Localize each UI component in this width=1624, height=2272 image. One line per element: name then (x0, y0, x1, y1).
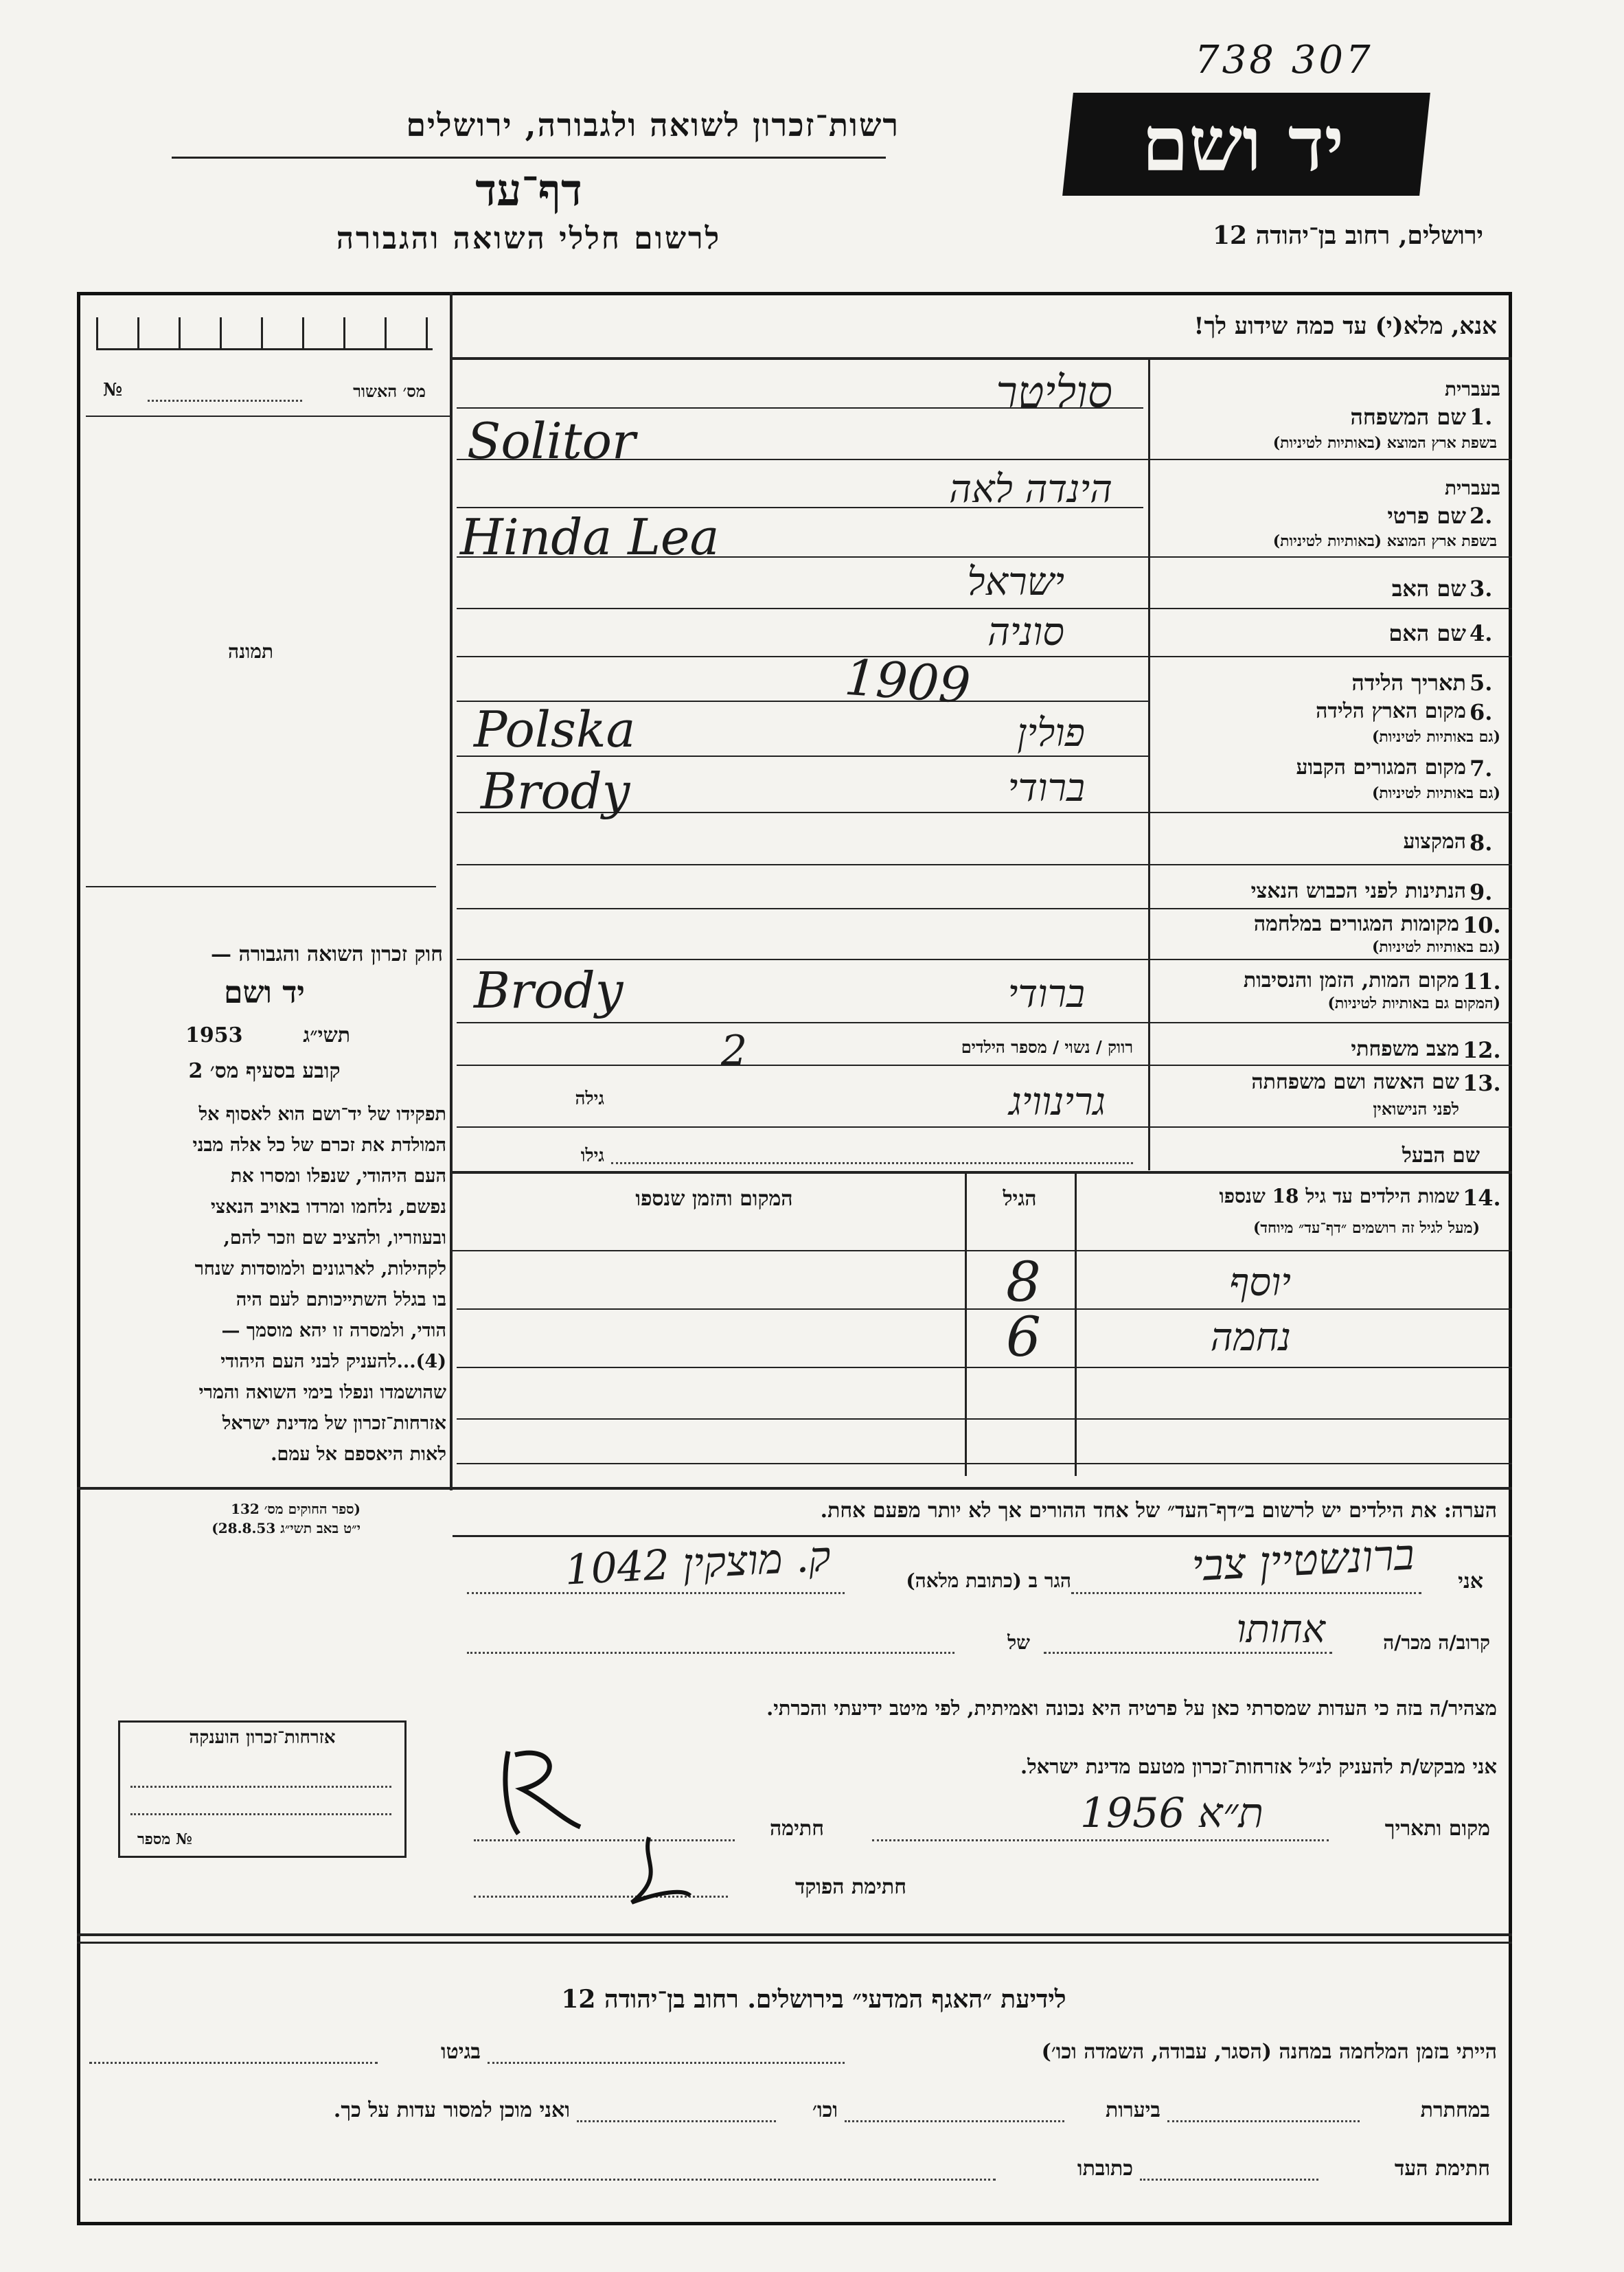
declaration-text: מצהיר/ה בזה כי העדות שמסרתי כאן על פרטיה היא נכונה ואמיתית, לפי מיטב ידיעתי והכרתי. (766, 1696, 1497, 1720)
law-text-line: העם היהודי, שנפלו ומסרו את (230, 1166, 446, 1187)
law-year-hebrew: תשי״ג (303, 1023, 350, 1047)
field-1-hebrew-tag: בעברית (1444, 378, 1500, 400)
field-11-label: מקום המות, הזמן והנסיבות (1243, 968, 1459, 992)
field-1-label: שם המשפחה (1350, 404, 1466, 430)
law-text-line: המולדת את זכרם של כל אלה מבני (192, 1135, 446, 1156)
certificate-box-title: אזרחות־זכרון הוענקה (189, 1727, 336, 1748)
field-10-label: מקומות המגורים במלחמה (1253, 912, 1459, 936)
law-text-line: בו בגלל השתייכותם לעם היה (236, 1289, 446, 1310)
approval-no-label: מס׳ האשור (353, 381, 426, 401)
law-text-line: (4)...להעניק לבני העם היהודי (220, 1351, 446, 1372)
field-4-label: שם האם (1388, 620, 1466, 646)
page-subtitle: לרשום חללי השואה והגבורה (336, 221, 722, 256)
field-8-label: המקצוע (1403, 830, 1466, 854)
law-section: קובע בסעיף מס׳ 2 (188, 1059, 341, 1083)
declarant-relation-label: קרוב/ה מכר/ה (1383, 1631, 1490, 1654)
bottom-etc-label: וכו׳ (812, 2098, 838, 2122)
field-2-sub: בשפת ארץ המוצא (באותיות לטיניות) (1272, 532, 1497, 550)
bottom-witness-signature-label: חתימת העד (1394, 2157, 1490, 2181)
field-10-sub: (גם באותיות לטיניות) (1371, 938, 1500, 956)
law-text-line: לקהילות, לארגונים ולמוסדות שנחר (194, 1258, 446, 1280)
instructions: אנא, מלא(י) עד כמה שידוע לך! (1193, 313, 1497, 340)
law-title: חוק זכרון השואה והגבורה — (211, 942, 443, 966)
field-11-number: 11. (1463, 968, 1501, 995)
field-5-value: 1909 (843, 648, 972, 715)
field-11-value-hebrew: ברודי (1007, 972, 1085, 1016)
field-9-label: הנתינות לפני הכבוש הנאצי (1250, 879, 1466, 903)
children-place-column: המקום והזמן שנספו (635, 1187, 793, 1211)
field-5-number: 5. (1469, 670, 1493, 696)
certificate-box-number: № מספר (137, 1830, 192, 1848)
law-text-line: שהושמדו ונפלו בימי השואה והמרי (198, 1382, 446, 1403)
field-6-number: 6. (1469, 699, 1493, 725)
law-reference-1: (ספר החוקים מס׳ 132 (231, 1501, 361, 1517)
field-2-number: 2. (1469, 503, 1493, 529)
declarant-resident-label: הגר ב (כתובת מלאה) (906, 1569, 1071, 1592)
signature-mark (494, 1738, 591, 1841)
field-7-value-latin: Brody (481, 762, 630, 820)
field-4-value: סוניה (987, 610, 1064, 655)
field-3-value: ישראל (967, 560, 1064, 604)
field-12-number: 12. (1463, 1037, 1501, 1063)
field-2-value-latin: Hinda Lea (460, 508, 720, 566)
field-13-value: גרינוויג (1009, 1080, 1106, 1124)
field-6-label: מקום הארץ הלידה (1316, 699, 1466, 723)
field-7-sub: (גם באותיות לטיניות) (1371, 784, 1500, 802)
bottom-testify-text: ואני מוכן למסור עדות על כך. (333, 2098, 570, 2122)
law-year: 1953 (185, 1023, 243, 1047)
field-2-value-hebrew: הינדה לאה (949, 467, 1112, 512)
law-text-line: הודי, ולמסרה זו יהא מוסמך — (221, 1320, 446, 1341)
bottom-ghetto-label: בגיטו (440, 2040, 481, 2064)
bottom-address-label: כתובתו (1077, 2157, 1133, 2181)
field-12-value: 2 (721, 1027, 748, 1075)
law-text-line: לאות היאספם אל עמם. (271, 1444, 446, 1465)
field-7-label: מקום המגורים הקבוע (1296, 756, 1466, 780)
organization-address: ירושלים, רחוב בן־יהודה 12 (1212, 221, 1483, 250)
children-note: הערה: את הילדים יש לרשום ב״דף־העד״ של אחד ההורים אך לא יותר מפעם אחת. (820, 1499, 1497, 1523)
field-12-options: רווק / נשוי / מספר הילדים (961, 1037, 1133, 1057)
field-6-sub: (גם באותיות לטיניות) (1371, 728, 1500, 746)
field-5-label: תאריך הלידה (1351, 670, 1466, 696)
declarant-address: ק. מוצקין 1042 (563, 1532, 832, 1595)
bottom-forests-label: ביערות (1105, 2098, 1160, 2122)
law-text-line: תפקידו של יד־ושם הוא לאסוף אל (198, 1104, 446, 1125)
law-text-line: אזרחות־זכרון של מדינת ישראל (222, 1413, 446, 1434)
field-6-value-hebrew: פולין (1017, 711, 1085, 756)
place-date-value: ת״א 1956 (1079, 1789, 1263, 1837)
field-1-number: 1. (1469, 404, 1493, 430)
field-14-label: שמות הילדים עד גיל 18 שנספו (1219, 1185, 1459, 1207)
child-name: נחמה (1210, 1315, 1291, 1360)
field-14-sub: (מעל לגיל זה רושמים ״דף־עד״ מיוחד) (1253, 1219, 1480, 1237)
field-11-sub: (המקום גם באותיות לטיניות) (1327, 995, 1500, 1012)
declarant-relation-value: אחותו (1236, 1607, 1325, 1652)
field-4-number: 4. (1469, 620, 1493, 646)
official-signature-mark (618, 1834, 694, 1916)
law-text-line: ובעוזריו, ולהציב שם וזכר להם, (223, 1227, 446, 1249)
official-signature-label: חתימת הפוקד (794, 1875, 906, 1899)
law-name: יד ושם (224, 975, 305, 1010)
stamp-tick-bar (96, 317, 433, 350)
bottom-underground-label: במחתרת (1420, 2098, 1490, 2122)
field-3-label: שם האב (1391, 576, 1466, 602)
field-13-sub: לפני הנישואין (1373, 1099, 1459, 1119)
place-date-label: מקום ותאריך (1384, 1817, 1490, 1841)
husband-age-label: גילו (580, 1146, 604, 1166)
page-title: דף־עד (475, 165, 582, 216)
declarant-name: ברונשטיין צבי (1190, 1529, 1416, 1591)
law-text-line: נפשם, נלחמו ומרדו באויב הנאצי (210, 1196, 446, 1218)
field-10-number: 10. (1463, 912, 1501, 938)
children-age-column: הגיל (1003, 1187, 1037, 1211)
declarant-of-label: של (1007, 1631, 1030, 1654)
field-8-number: 8. (1469, 830, 1493, 856)
bottom-title: לידיעת ״האגף המדעי״ בירושלים. רחוב בן־יהודה 12 (561, 1985, 1066, 2014)
field-7-number: 7. (1469, 756, 1493, 782)
field-2-hebrew-tag: בעברית (1444, 477, 1500, 499)
bottom-camp-label: הייתי בזמן המלחמה במחנה (הסגר, עבודה, השמדה וכו׳) (1041, 2040, 1497, 2064)
field-13-label: שם האשה ושם משפחתה (1251, 1070, 1459, 1094)
field-9-number: 9. (1469, 879, 1493, 905)
photo-label: תמונה (227, 640, 274, 663)
field-2-label: שם פרטי (1387, 503, 1466, 529)
law-text (86, 1099, 446, 1470)
field-12-label: מצב משפחתי (1351, 1037, 1459, 1061)
field-1-value-latin: Solitor (467, 412, 636, 470)
field-14-number: 14. (1463, 1185, 1501, 1211)
field-1-value-hebrew: סוליטר (996, 367, 1112, 418)
archive-number: 738 307 (1195, 38, 1373, 82)
field-13-age-label: גילה (575, 1089, 604, 1109)
signature-label: חתימה (770, 1817, 824, 1841)
logo-text: יד ושם (1141, 100, 1345, 188)
field-13-number: 13. (1463, 1070, 1501, 1096)
field-7-value-hebrew: ברודי (1007, 766, 1085, 810)
field-11-value-latin: Brody (474, 962, 624, 1019)
approval-no-symbol: № (103, 380, 123, 400)
child-name: יוסף (1229, 1260, 1291, 1305)
child-age: 8 (1006, 1250, 1041, 1314)
declarant-ani-label: אני (1458, 1569, 1483, 1593)
husband-label: שם הבעל (1402, 1144, 1480, 1168)
authority-name: רשות־זכרון לשואה ולגבורה, ירושלים (406, 106, 900, 144)
child-age: 6 (1006, 1305, 1041, 1369)
request-text: אני מבקש/ת להעניק לנ״ל אזרחות־זכרון מטעם מדינת ישראל. (1020, 1755, 1497, 1778)
field-6-value-latin: Polska (474, 701, 636, 758)
field-3-number: 3. (1469, 576, 1493, 602)
law-reference-2: י״ט באב תשי״ג 28.8.53) (211, 1520, 361, 1536)
field-1-sub: בשפת ארץ המוצא (באותיות לטיניות) (1272, 434, 1497, 452)
